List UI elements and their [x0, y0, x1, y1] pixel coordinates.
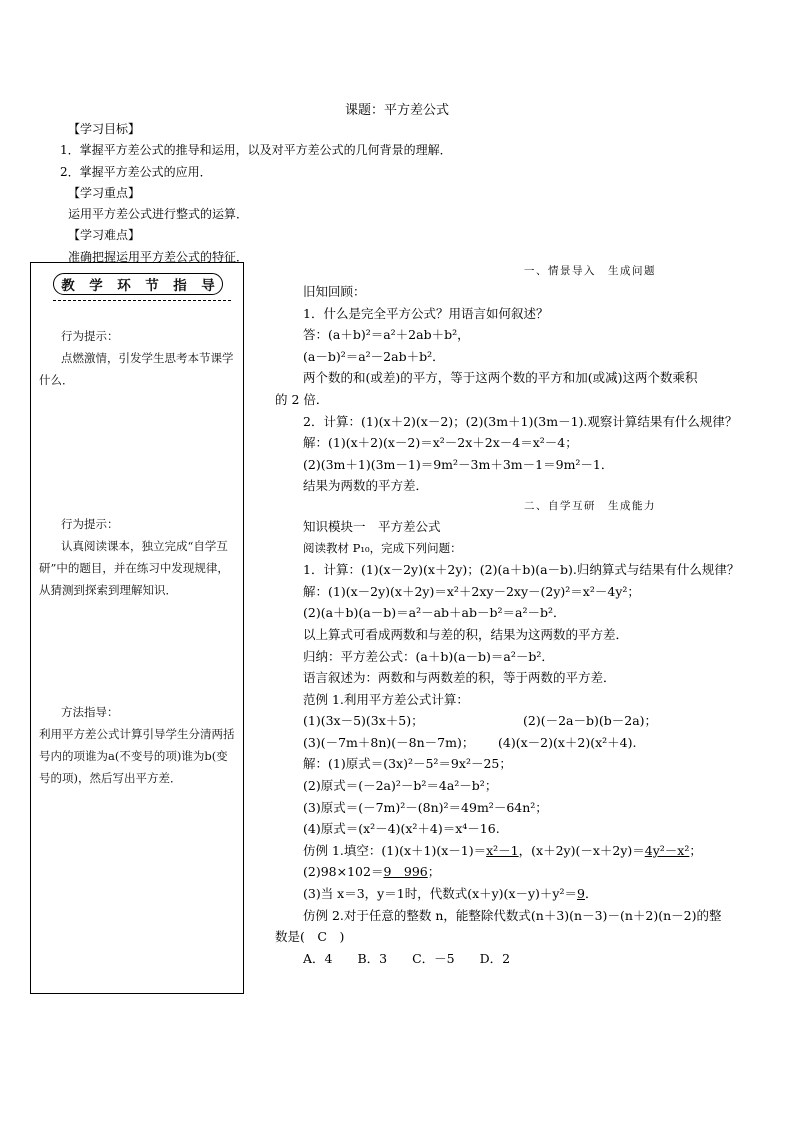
behavior-hint-text: 认真阅读课本，独立完成“自学互研”中的题目，并在练习中发现规律，从猜测到探索到理解知识．: [39, 539, 229, 597]
sidebar-divider: [53, 300, 231, 301]
practice-1-fill: [275, 840, 755, 862]
sidebar-title-char: 节: [145, 278, 159, 294]
fill-answer: 4y²－x²: [644, 842, 690, 858]
section-1-heading: 一、情景导入 生成问题: [524, 265, 656, 277]
teaching-guide-sidebar: [30, 262, 244, 994]
key-text: 运用平方差公式进行整式的运算．: [68, 207, 249, 222]
example-1-problems-row: [275, 732, 755, 754]
question-1: 1．什么是完全平方公式？用语言如何叙述？: [303, 305, 549, 321]
formula-summary: 归纳：平方差公式：(a＋b)(a－b)＝a²－b²．: [303, 648, 554, 664]
sidebar-title: [53, 273, 223, 295]
sidebar-block-2: [39, 513, 239, 601]
module-1-answer: (2)(a＋b)(a－b)＝a²－ab＋ab－b²＝a²－b²．: [303, 605, 566, 621]
difficulty-heading: 【学习难点】: [68, 228, 141, 243]
module-1-answer: 解：(1)(x－2y)(x＋2y)＝x²＋2xy－2xy－(2y)²＝x²－4y²；: [303, 583, 640, 599]
main-content: [275, 262, 755, 969]
key-heading: 【学习重点】: [68, 185, 141, 200]
behavior-hint-label: 行为提示：: [61, 517, 119, 531]
goal-1: 1．掌握平方差公式的推导和运用，以及对平方差公式的几何背景的理解．: [60, 143, 452, 158]
page-title: 课题：平方差公式: [344, 103, 449, 118]
question-2: 2．计算：(1)(x＋2)(x－2)；(2)(3m＋1)(3m－1).观察计算结果有什么规律？: [303, 413, 738, 429]
practice-text: (3)当 x＝3，y＝1时，代数式(x＋y)(x－y)＋y²＝: [303, 886, 577, 902]
goals-heading: 【学习目标】: [68, 122, 141, 136]
fill-answer: 9 996: [383, 864, 428, 880]
answer-1-line: 答：(a＋b)²＝a²＋2ab＋b²，: [303, 327, 470, 343]
method-guide-label: 方法指导：: [61, 705, 119, 719]
practice-text: 仿例 1.填空：(1)(x＋1)(x－1)＝: [303, 842, 487, 858]
practice-2-question: 仿例 2.对于任意的整数 n，能整除代数式(n＋3)(n－3)－(n＋2)(n－2)的整: [303, 907, 722, 923]
answer-2-line: 结果为两数的平方差．: [303, 478, 429, 494]
sidebar-block-1: [39, 325, 239, 391]
difficulty-text: 准确把握运用平方差公式的特征．: [68, 249, 249, 264]
example-1-problems-row: [275, 710, 755, 732]
practice-1-fill: [275, 883, 755, 905]
reading-instruction: 阅读教材 P₁₀，完成下列问题：: [303, 540, 462, 555]
module-1-question: 1．计算：(1)(x－2y)(x＋2y)；(2)(a＋b)(a－b).归纳算式与结果有什么规律？: [303, 562, 740, 578]
practice-text: ．: [584, 886, 598, 902]
practice-text: ，(x＋2y)(－x＋2y)＝: [518, 842, 645, 858]
behavior-hint-label: 行为提示：: [61, 329, 119, 343]
answer-1-line: (a－b)²＝a²－2ab＋b²．: [303, 348, 445, 364]
sidebar-title-char: 指: [173, 278, 187, 294]
lesson-header: [60, 119, 760, 268]
sidebar-title-char: 环: [117, 278, 131, 294]
behavior-hint-text: 点燃激情，引发学生思考本节课学什么．: [39, 351, 234, 387]
practice-2-options: A．4 B．3 C．－5 D．2: [303, 950, 511, 966]
method-guide-text: 利用平方差公式计算引导学生分清两括号内的项谁为a(不变号的项)谁为b(变号的项)，然后写出平方差．: [39, 727, 235, 785]
module-1-heading: 知识模块一 平方差公式: [303, 518, 441, 534]
sidebar-title-char: 教: [61, 278, 75, 294]
fill-answer: x²－1: [486, 842, 519, 858]
example-1-problem: (4)(x－2)(x＋2)(x²＋4).: [498, 734, 637, 750]
answer-1-line: 两个数的和(或差)的平方，等于这两个数的平方和加(或减)这两个数乘积: [303, 370, 698, 386]
example-1-solution: (3)原式＝(－7m)²－(8n)²＝49m²－64n²；: [303, 799, 548, 815]
sidebar-title-char: 导: [201, 278, 215, 294]
practice-2-answer: 数是( C ): [275, 929, 345, 945]
answer-2-line: (2)(3m＋1)(3m－1)＝9m²－3m＋3m－1＝9m²－1．: [303, 456, 614, 472]
practice-text: (2)98×102＝: [303, 864, 384, 880]
practice-text: ；: [689, 842, 702, 858]
practice-1-fill: [275, 861, 755, 883]
example-1-problem: (3)(－7m＋8n)(－8n－7m)；: [303, 734, 475, 750]
example-1-solution: (4)原式＝(x²－4)(x²＋4)＝x⁴－16.: [303, 821, 500, 837]
formula-verbal: 语言叙述为：两数和与两数差的积，等于两数的平方差．: [303, 670, 616, 686]
example-1-solution: 解：(1)原式＝(3x)²－5²＝9x²－25；: [303, 756, 512, 772]
answer-2-line: 解：(1)(x＋2)(x－2)＝x²－2x＋2x－4＝x²－4；: [303, 435, 578, 451]
practice-text: ；: [427, 864, 441, 880]
answer-1-line: 的 2 倍．: [275, 391, 329, 407]
goal-2: 2．掌握平方差公式的应用．: [60, 164, 212, 179]
example-1-title: 范例 1.利用平方差公式计算：: [303, 691, 469, 707]
review-label: 旧知回顾：: [303, 284, 366, 299]
example-1-problem: (1)(3x－5)(3x＋5)；: [303, 713, 424, 729]
example-1-problem: (2)(－2a－b)(b－2a)；: [523, 713, 658, 729]
section-2-heading: 二、自学互研 生成能力: [524, 499, 656, 512]
module-1-answer: 以上算式可看成两数和与差的积，结果为这两数的平方差．: [303, 626, 629, 642]
sidebar-title-char: 学: [89, 278, 103, 294]
example-1-solution: (2)原式＝(－2a)²－b²＝4a²－b²；: [303, 778, 498, 794]
fill-answer: 9: [577, 886, 585, 902]
sidebar-block-3: [39, 701, 239, 789]
